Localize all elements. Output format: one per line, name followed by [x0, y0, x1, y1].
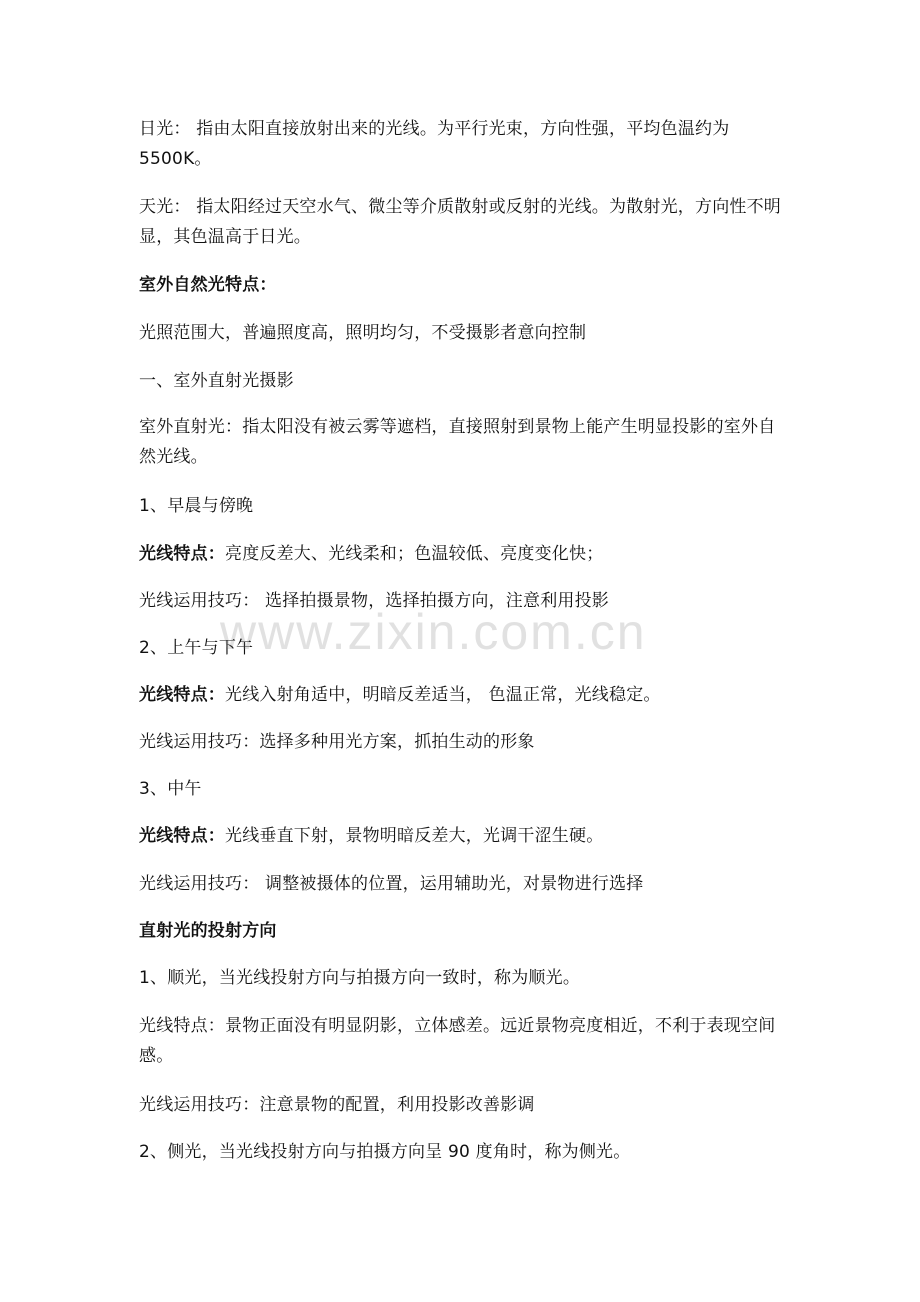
paragraph: 光线特点：景物正面没有明显阴影，立体感差。远近景物亮度相近，不利于表现空间感。 [139, 1016, 776, 1066]
paragraph: 光照范围大，普遍照度高，照明均匀，不受摄影者意向控制 [139, 323, 587, 343]
paragraph-sunlight [139, 114, 789, 174]
paragraph [139, 539, 789, 569]
paragraph: 光线运用技巧： 调整被摄体的位置，运用辅助光，对景物进行选择 [139, 874, 644, 894]
paragraph [139, 680, 789, 710]
section-heading: 直射光的投射方向 [139, 921, 277, 941]
paragraph: 光线运用技巧：注意景物的配置，利用投影改善影调 [139, 1095, 535, 1115]
term-label: 光线特点： [139, 685, 225, 705]
section-heading: 室外自然光特点： [139, 275, 277, 295]
paragraph: 光线运用技巧：选择多种用光方案，抓拍生动的形象 [139, 732, 535, 752]
term-label: 日光： [139, 119, 191, 139]
definition-text: 指太阳经过天空水气、微尘等介质散射或反射的光线。为散射光，方向性不明显，其色温高于日光。 [139, 197, 782, 247]
term-label: 光线特点： [139, 544, 225, 564]
subsection-title: 2、上午与下午 [139, 638, 254, 658]
subsection-title: 1、早晨与傍晚 [139, 496, 254, 516]
paragraph [139, 821, 789, 851]
paragraph-text: 光线入射角适中，明暗反差适当， 色温正常，光线稳定。 [225, 685, 661, 705]
section-title: 一、室外直射光摄影 [139, 371, 294, 391]
paragraph-skylight [139, 192, 789, 252]
paragraph: 光线运用技巧： 选择拍摄景物，选择拍摄方向，注意利用投影 [139, 591, 610, 611]
paragraph-text: 光线垂直下射，景物明暗反差大，光调干涩生硬。 [225, 826, 604, 846]
term-label: 光线特点： [139, 826, 225, 846]
watermark: www.zixin.com.cn [220, 604, 647, 660]
paragraph: 室外直射光：指太阳没有被云雾等遮档，直接照射到景物上能产生明显投影的室外自然光线。 [139, 417, 776, 467]
term-label: 天光： [139, 197, 191, 217]
definition-text: 指由太阳直接放射出来的光线。为平行光束，方向性强，平均色温约为5500K。 [139, 119, 730, 169]
subsection-title: 3、中午 [139, 779, 202, 799]
paragraph: 2、侧光，当光线投射方向与拍摄方向呈 90 度角时，称为侧光。 [139, 1142, 631, 1162]
paragraph-text: 亮度反差大、光线柔和；色温较低、亮度变化快； [225, 544, 604, 564]
paragraph: 1、顺光，当光线投射方向与拍摄方向一致时，称为顺光。 [139, 968, 581, 988]
